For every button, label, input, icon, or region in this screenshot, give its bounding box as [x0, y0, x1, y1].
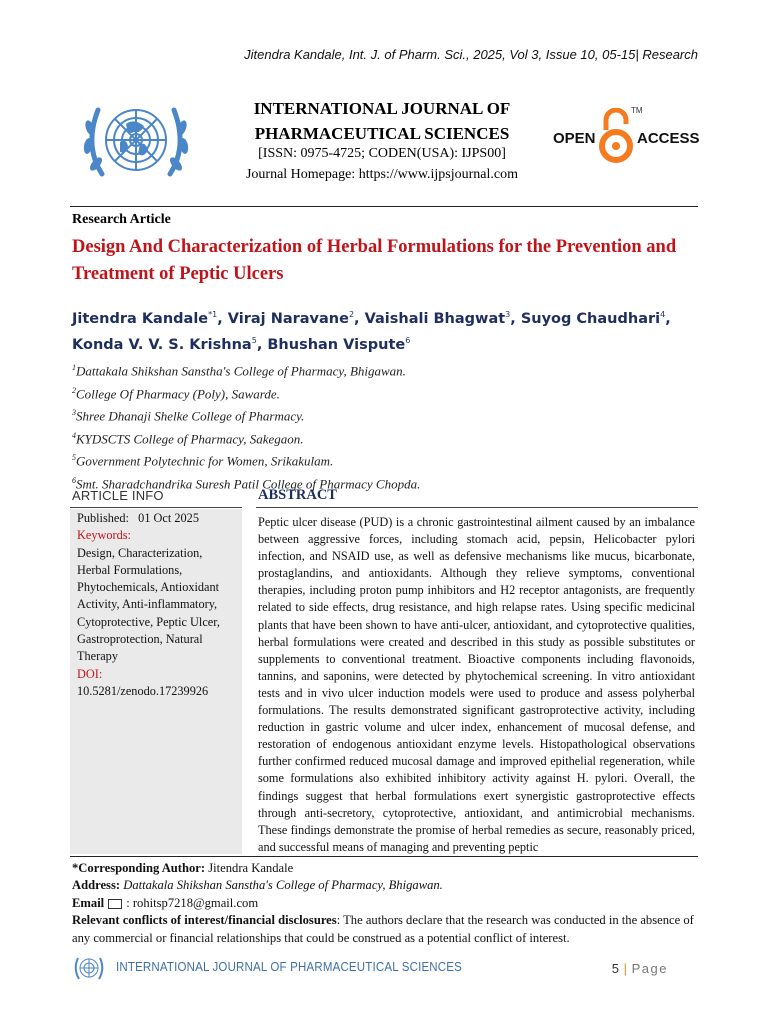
- abstract-text: Peptic ulcer disease (PUD) is a chronic gastrointestinal ailment caused by an imbalance between aggressive forces, including stomach acid, pepsin, Helicobacter pylori infection, and NSAID use, as well as defensive mechanisms like mucus, bicarbonate, prostaglandins, and antioxidants. Although they relieve symptoms, conventional therapies, including proton pump inhibitors and H2 receptor antagonists, are frequently related to side effects, drug resistance, and high relapse rates. Using specific medicinal plants that have been shown to have anti-ulcer, antioxidant, and cytoprotective qualities, herbal formulations were created and described in this study as possible substitutes or supplements to conventional treatment. Bioactive components including flavonoids, tannins, and saponins, were detected by phytochemical screening. In vitro antioxidant tests and in vivo ulcer induction models were used to produce and assess polyherbal formulations. The results demonstrated significant gastroprotective activity, including reduction in gastric volume and ulcer index, enhancement of mucosal defense, and restoration of endogenous antioxidant enzyme levels. Histopathological observations further confirmed reduced mucosal damage and improved epithelial regeneration, while some formulations also exhibited inhibitory activity against H. pylori. Overall, the findings suggest that herbal formulations exert synergistic gastroprotective effects through anti-secretory, cytoprotective, antioxidant, and antimicrobial mechanisms. These findings demonstrate the promise of herbal remedies as secure, reasonably priced, and successful means of managing and preventing peptic: [258, 515, 695, 854]
- page-word: Page: [631, 961, 668, 976]
- affiliation-text: Government Polytechnic for Women, Srikakulam.: [76, 453, 334, 469]
- footer-un-emblem-icon: [72, 953, 106, 983]
- corresponding-author-label: *Corresponding Author:: [72, 861, 206, 875]
- affiliation: [72, 426, 420, 449]
- affiliation: [72, 381, 420, 404]
- open-access-access: ACCESS: [637, 130, 700, 147]
- affiliation-sup: 4: [72, 430, 76, 440]
- published-label: Published:: [77, 511, 129, 525]
- conflicts-label: Relevant conflicts of interest/financial disclosures: [72, 913, 337, 928]
- affiliation-sup: 6: [72, 475, 76, 485]
- article-type: Research Article: [72, 212, 171, 227]
- email-address[interactable]: rohitsp7218@gmail.com: [132, 895, 259, 910]
- affiliation-sup: 1: [72, 363, 76, 372]
- author[interactable]: Suyog Chaudhari: [520, 310, 661, 327]
- doi-label: DOI:: [77, 666, 103, 681]
- conflicts-text: : The authors declare that the research was conducted in the absence of any commercial or financial relationships that could be construed as a potential conflict of interest.: [72, 913, 694, 945]
- affiliations: [72, 358, 420, 493]
- address-text: Dattakala Shikshan Sanstha's College of Pharmacy, Bhigawan.: [123, 878, 443, 893]
- correspondence-block: [72, 860, 697, 947]
- author-sup: 3: [505, 310, 511, 319]
- affiliation: [72, 448, 420, 471]
- journal-issn: [ISSN: 0975-4725; CODEN(USA): IJPS00]: [258, 146, 506, 161]
- keywords-label: Keywords:: [77, 528, 131, 543]
- doi-link[interactable]: 10.5281/zenodo.17239926: [77, 683, 209, 698]
- open-access-open: OPEN: [553, 130, 596, 147]
- page-number: [612, 961, 668, 976]
- header-divider: [70, 206, 698, 207]
- author-sup: 2: [348, 310, 355, 319]
- affiliation-text: KYDSCTS College of Pharmacy, Sakegaon.: [76, 430, 304, 446]
- published-date: 01 Oct 2025: [138, 511, 199, 525]
- corresponding-author: [72, 860, 697, 877]
- affiliation-text: Smt. Sharadchandrika Suresh Patil College of Pharmacy Chopda.: [76, 475, 421, 491]
- author[interactable]: Jitendra Kandale: [72, 310, 209, 327]
- corresponding-author-name: Jitendra Kandale: [208, 861, 294, 875]
- un-emblem-icon: [76, 88, 196, 192]
- author[interactable]: Bhushan Vispute: [267, 336, 406, 353]
- abstract-label: ABSTRACT: [258, 487, 337, 503]
- journal-title: [222, 96, 542, 146]
- affiliation: [72, 358, 420, 381]
- affiliation-sup: 5: [72, 453, 76, 463]
- journal-title-line1: INTERNATIONAL JOURNAL OF: [253, 99, 511, 118]
- author-list: Jitendra Kandale$^{*1}$, Viraj Naravane$^2$, Vaishali Bhagwat$^3$, Suyog Chaudhari$^4$, Konda V. V. S. Krishna$^5$, Bhushan Vispute$^6$: [72, 310, 671, 353]
- article-info-label: ARTICLE INFO: [72, 488, 164, 503]
- page-sep: |: [623, 961, 628, 976]
- running-head: Jitendra Kandale, Int. J. of Pharm. Sci., 2025, Vol 3, Issue 10, 05-15| Research: [244, 47, 698, 62]
- address-line: [72, 877, 697, 894]
- abstract-rule: [256, 507, 698, 508]
- author-sup: 4: [660, 310, 666, 319]
- conflicts-statement: [72, 912, 697, 947]
- article-info-body: [77, 510, 237, 700]
- author-sup: *1: [208, 310, 218, 319]
- affiliation-text: College Of Pharmacy (Poly), Sawarde.: [76, 385, 280, 401]
- open-lock-icon: [598, 108, 634, 164]
- journal-title-line2: PHARMACEUTICAL SCIENCES: [254, 124, 510, 143]
- email-line: Email : rohitsp7218@gmail.com: [72, 895, 259, 910]
- affiliation: [72, 403, 420, 426]
- journal-homepage: Journal Homepage: https://www.ijpsjournal.com: [245, 167, 519, 182]
- page-num: 5: [611, 961, 620, 976]
- open-access-tm: TM: [631, 106, 643, 115]
- author-sup: 5: [251, 335, 257, 345]
- keywords: Design, Characterization, Herbal Formulations, Phytochemicals, Antioxidant Activity, Anti-inflammatory, Cytoprotective, Peptic Ulcer, Gastroprotection, Natural Therapy: [77, 545, 220, 664]
- affiliation-text: Dattakala Shikshan Sanstha's College of Pharmacy, Bhigawan.: [76, 363, 406, 379]
- author[interactable]: Viraj Naravane: [227, 310, 349, 327]
- footer-journal-name: INTERNATIONAL JOURNAL OF PHARMACEUTICAL SCIENCES: [116, 960, 463, 974]
- published-line: [77, 510, 237, 527]
- author-sup: 6: [405, 335, 411, 345]
- mail-icon: [108, 899, 122, 909]
- article-info-rule: [70, 507, 242, 508]
- affiliation-sup: 2: [72, 385, 76, 395]
- author[interactable]: Konda V. V. S. Krishna: [72, 336, 252, 353]
- email-label: Email: [72, 895, 105, 910]
- affiliation-text: Shree Dhanaji Shelke College of Pharmacy.: [76, 408, 305, 424]
- author[interactable]: Vaishali Bhagwat: [364, 310, 506, 327]
- address-label: Address:: [72, 878, 121, 893]
- affiliation-sup: 3: [72, 408, 76, 418]
- open-access-logo: [553, 106, 703, 166]
- article-title: Design And Characterization of Herbal Formulations for the Prevention and Treatment of Peptic Ulcers: [72, 237, 677, 284]
- correspondence-divider: [70, 856, 698, 857]
